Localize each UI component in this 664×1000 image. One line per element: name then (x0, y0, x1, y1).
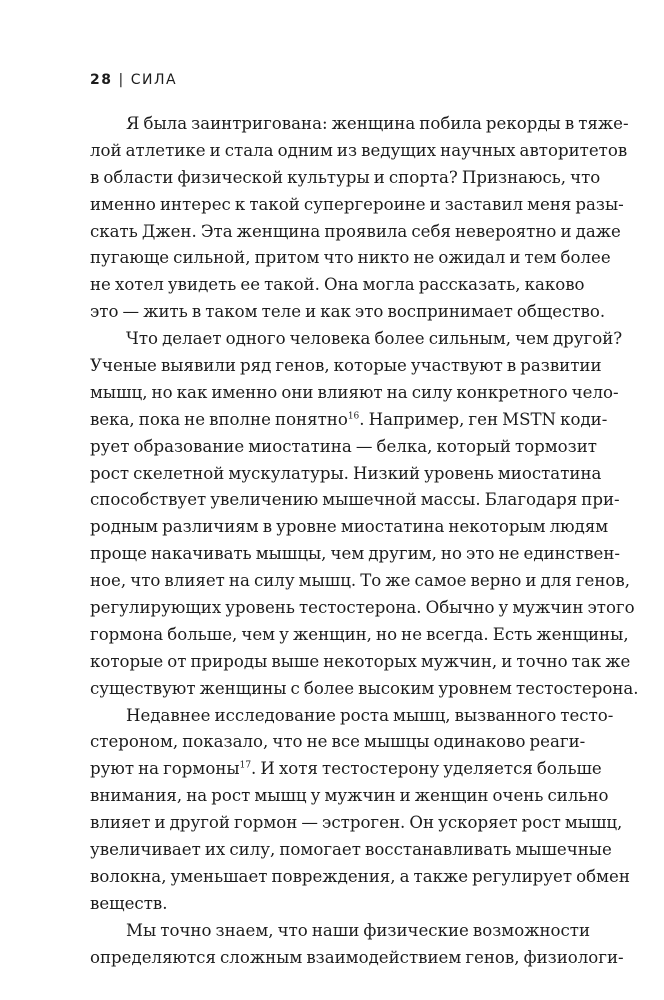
paragraph (90, 703, 630, 918)
page-number: 28 (90, 72, 113, 88)
line-text: . И хотя тестостерону уделяется больше (251, 759, 602, 779)
text-line (90, 514, 609, 541)
line-text: Недавнее исследование роста мышц, вызванного тесто- (126, 705, 614, 725)
line-text: веществ. (90, 893, 168, 913)
line-text: мышц, но как именно они влияют на силу конкретного чело- (90, 382, 619, 402)
line-text: это — жить в таком теле и как это воспринимает общество. (90, 302, 606, 322)
line-text: в области физической культуры и спорта? Признаюсь, что (90, 167, 601, 187)
text-line (90, 676, 639, 703)
line-text: определяются сложным взаимодействием генов, физиологи- (90, 947, 624, 967)
text-line (90, 192, 624, 219)
paragraph (90, 918, 624, 972)
text-line (90, 729, 586, 756)
footnote-ref: 17 (239, 760, 252, 771)
text-line (90, 299, 606, 326)
text-line (90, 541, 620, 568)
chapter-title: СИЛА (130, 72, 178, 88)
text-line (90, 219, 621, 246)
text-line (90, 837, 612, 864)
line-text: руют на гормоны (90, 759, 240, 779)
paragraph (90, 326, 639, 702)
line-text: века, пока не вполне понятно (90, 409, 348, 429)
text-line (90, 891, 574, 918)
text-line (90, 380, 619, 407)
line-text: Мы точно знаем, что наши физические возможности (126, 920, 591, 940)
text-line (90, 595, 635, 622)
text-line (90, 407, 608, 434)
line-text: стероном, показало, что не все мышцы одинаково реаги- (90, 732, 586, 752)
line-text: регулирующих уровень тестостерона. Обычно у мужчин этого (90, 598, 635, 618)
text-line (90, 245, 611, 272)
line-text: Ученые выявили ряд генов, которые участвуют в развитии (90, 356, 602, 376)
text-line (90, 810, 623, 837)
line-text: скать Джен. Эта женщина проявила себя невероятно и даже (90, 221, 621, 241)
text-line (90, 703, 614, 730)
text-line (90, 756, 602, 783)
line-text: . Например, ген MSTN коди- (359, 409, 608, 429)
body-text (90, 111, 639, 972)
line-text: проще накачивать мышцы, чем другим, но это не единствен- (90, 544, 620, 564)
line-text: Что делает одного человека более сильным, чем другой? (126, 329, 623, 349)
text-line (90, 783, 609, 810)
line-text: волокна, уменьшает повреждения, а также регулирует обмен (90, 866, 630, 886)
line-text: внимания, на рост мышц у мужчин и женщин очень сильно (90, 786, 609, 806)
text-line (90, 622, 629, 649)
line-text: пугающе сильной, притом что никто не ожидал и тем более (90, 248, 611, 268)
text-line (90, 487, 620, 514)
text-line (90, 461, 602, 488)
text-line (90, 918, 591, 945)
line-text: ное, что влияет на силу мышц. То же самое верно и для генов, (90, 571, 631, 591)
text-line (90, 165, 601, 192)
text-line (90, 272, 585, 299)
text-line (90, 649, 631, 676)
text-line (90, 138, 628, 165)
line-text: рует образование миостатина — белка, который тормозит (90, 436, 597, 456)
text-line (90, 434, 597, 461)
line-text: гормона больше, чем у женщин, но не всегда. Есть женщины, (90, 624, 629, 644)
running-header (90, 72, 177, 88)
line-text: способствует увеличению мышечной массы. Благодаря при- (90, 490, 620, 510)
text-line (90, 111, 629, 138)
text-line (90, 945, 624, 972)
line-text: которые от природы выше некоторых мужчин, и точно так же (90, 651, 631, 671)
paragraph (90, 111, 629, 326)
line-text: увеличивает их силу, помогает восстанавливать мышечные (90, 840, 612, 860)
line-text: именно интерес к такой супергероине и заставил меня разы- (90, 194, 624, 214)
text-line (90, 326, 623, 353)
footnote-ref: 16 (347, 411, 360, 422)
text-line (90, 353, 602, 380)
line-text: влияет и другой гормон — эстроген. Он ускоряет рост мышц, (90, 813, 623, 833)
text-line (90, 568, 631, 595)
line-text: родным различиям в уровне миостатина некоторым людям (90, 517, 609, 537)
line-text: не хотел увидеть ее такой. Она могла рассказать, каково (90, 275, 585, 295)
header-separator: | (118, 72, 125, 88)
line-text: лой атлетике и стала одним из ведущих научных авторитетов (90, 140, 628, 160)
line-text: рост скелетной мускулатуры. Низкий уровень миостатина (90, 463, 602, 483)
line-text: Я была заинтригована: женщина побила рекорды в тяже- (126, 114, 629, 133)
line-text: существуют женщины с более высоким уровнем тестостерона. (90, 678, 639, 698)
text-line (90, 864, 630, 891)
